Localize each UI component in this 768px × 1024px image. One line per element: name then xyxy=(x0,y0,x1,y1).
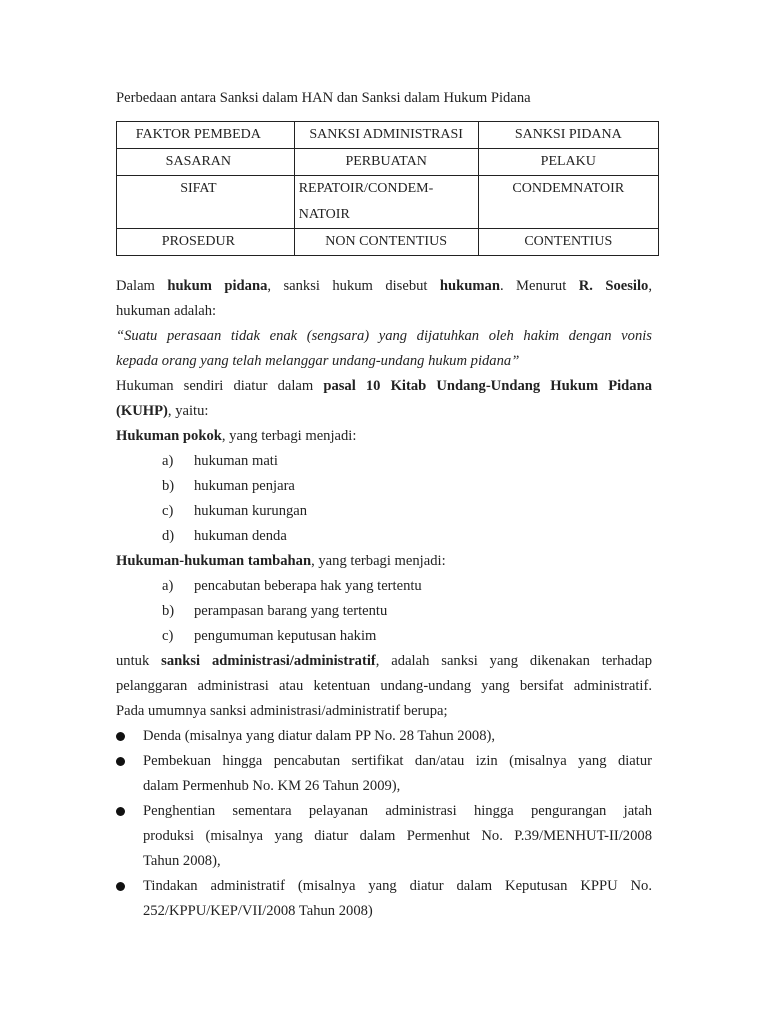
bullet-text: Denda (misalnya yang diatur dalam PP No. 28 Tahun 2008), xyxy=(143,728,496,744)
table-cell-text: SIFAT xyxy=(180,181,217,196)
list-item xyxy=(162,624,652,649)
bold-term: Hukuman-hukuman tambahan xyxy=(116,553,312,569)
list-item xyxy=(162,449,652,474)
text-run: . Menurut xyxy=(499,278,579,294)
bullet-text: 252/KPPU/KEP/VII/2008 Tahun 2008) xyxy=(143,903,373,919)
table-cell-text: CONDEMNATOIR xyxy=(512,181,625,196)
list-item xyxy=(162,474,652,499)
paragraph-line: Pada umumnya sanksi administrasi/administratif berupa; xyxy=(116,703,448,719)
list-text: hukuman mati xyxy=(194,453,278,469)
list-text: hukuman penjara xyxy=(194,478,295,494)
bullet-dot-icon xyxy=(116,732,125,741)
quote-line: “Suatu perasaan tidak enak (sengsara) yang dijatuhkan oleh hakim dengan vonis xyxy=(116,328,652,344)
table-cell-text: NATOIR xyxy=(298,207,350,222)
list-marker: c) xyxy=(162,503,174,519)
table-row xyxy=(117,149,659,176)
bold-term: hukum pidana xyxy=(167,278,268,294)
bold-term: pasal 10 Kitab Undang-Undang Hukum Pidana xyxy=(323,378,652,394)
table-row xyxy=(117,176,659,229)
bullet-text: Tahun 2008), xyxy=(143,853,221,869)
table-cell: SASARAN xyxy=(117,149,295,176)
text-run: Hukuman sendiri diatur dalam xyxy=(116,378,324,394)
list-marker: a) xyxy=(162,578,174,594)
bullet-list-sanksi xyxy=(116,724,652,924)
bold-term: (KUHP) xyxy=(116,403,168,419)
bold-term: R. Soesilo xyxy=(578,278,649,294)
table-cell: CONTENTIUS xyxy=(478,229,658,256)
list-text: perampasan barang yang tertentu xyxy=(194,603,388,619)
bullet-dot-icon xyxy=(116,757,125,766)
body-text xyxy=(116,274,652,924)
bullet-text: Pembekuan hingga pencabutan sertifikat dan/atau izin (misalnya yang diatur xyxy=(143,753,652,769)
table-cell xyxy=(117,176,295,229)
bullet-dot-icon xyxy=(116,882,125,891)
table-cell-text: REPATOIR/CONDEM- xyxy=(298,181,434,196)
list-item xyxy=(162,499,652,524)
text-run: , adalah sanksi yang dikenakan terhadap xyxy=(375,653,653,669)
list-item xyxy=(162,599,652,624)
bold-term: sanksi administrasi/administratif xyxy=(161,653,376,669)
text-run: , xyxy=(648,278,652,294)
paragraph-line xyxy=(116,399,652,424)
document-page xyxy=(116,86,652,924)
bullet-item xyxy=(116,799,652,874)
bullet-item xyxy=(116,874,652,924)
table-cell: PELAKU xyxy=(478,149,658,176)
section-heading-tambahan xyxy=(116,549,652,574)
list-hukuman-tambahan xyxy=(116,574,652,649)
bullet-item xyxy=(116,749,652,799)
list-marker: d) xyxy=(162,528,175,544)
table-header-row xyxy=(117,122,659,149)
text-run: Dalam xyxy=(116,278,168,294)
bold-term: Hukuman pokok xyxy=(116,428,222,444)
paragraph-line: hukuman adalah: xyxy=(116,303,217,319)
bullet-item xyxy=(116,724,652,749)
text-run: , yaitu: xyxy=(167,403,209,419)
paragraph-kuhp xyxy=(116,374,652,399)
paragraph-line: pelanggaran administrasi atau ketentuan undang-undang yang bersifat administratif. xyxy=(116,678,652,694)
comparison-table xyxy=(116,121,659,256)
paragraph-hukuman-pidana xyxy=(116,274,652,299)
list-marker: a) xyxy=(162,453,174,469)
bold-term: hukuman xyxy=(439,278,500,294)
bullet-text: Tindakan administratif (misalnya yang diatur dalam Keputusan KPPU No. xyxy=(143,878,652,894)
table-header-cell: SANKSI ADMINISTRASI xyxy=(294,122,478,149)
list-text: pengumuman keputusan hakim xyxy=(194,628,377,644)
quote-line: kepada orang yang telah melanggar undang-undang hukum pidana” xyxy=(116,353,520,369)
list-marker: b) xyxy=(162,603,175,619)
table-cell xyxy=(294,176,478,229)
bullet-text: dalam Permenhub No. KM 26 Tahun 2009), xyxy=(143,778,401,794)
paragraph-sanksi-administrasi xyxy=(116,649,652,674)
bullet-dot-icon xyxy=(116,807,125,816)
text-run: untuk xyxy=(116,653,162,669)
text-run: , yang terbagi menjadi: xyxy=(311,553,446,569)
list-text: pencabutan beberapa hak yang tertentu xyxy=(194,578,422,594)
list-text: hukuman denda xyxy=(194,528,287,544)
section-heading-pokok xyxy=(116,424,652,449)
text-run: , sanksi hukum disebut xyxy=(267,278,440,294)
list-item xyxy=(162,574,652,599)
list-text: hukuman kurungan xyxy=(194,503,308,519)
table-cell: NON CONTENTIUS xyxy=(294,229,478,256)
table-header-cell: SANKSI PIDANA xyxy=(478,122,658,149)
list-item xyxy=(162,524,652,549)
text-run: , yang terbagi menjadi: xyxy=(221,428,357,444)
list-marker: c) xyxy=(162,628,174,644)
table-row xyxy=(117,229,659,256)
bullet-text: produksi (misalnya yang diatur dalam Permenhut No. P.39/MENHUT-II/2008 xyxy=(143,828,652,844)
document-title: Perbedaan antara Sanksi dalam HAN dan Sanksi dalam Hukum Pidana xyxy=(116,90,531,106)
table-header-cell: FAKTOR PEMBEDA xyxy=(117,122,295,149)
bullet-text: Penghentian sementara pelayanan administrasi hingga pengurangan jatah xyxy=(143,803,652,819)
table-cell: PERBUATAN xyxy=(294,149,478,176)
list-hukuman-pokok xyxy=(116,449,652,549)
table-cell: PROSEDUR xyxy=(117,229,295,256)
table-cell xyxy=(478,176,658,229)
list-marker: b) xyxy=(162,478,175,494)
